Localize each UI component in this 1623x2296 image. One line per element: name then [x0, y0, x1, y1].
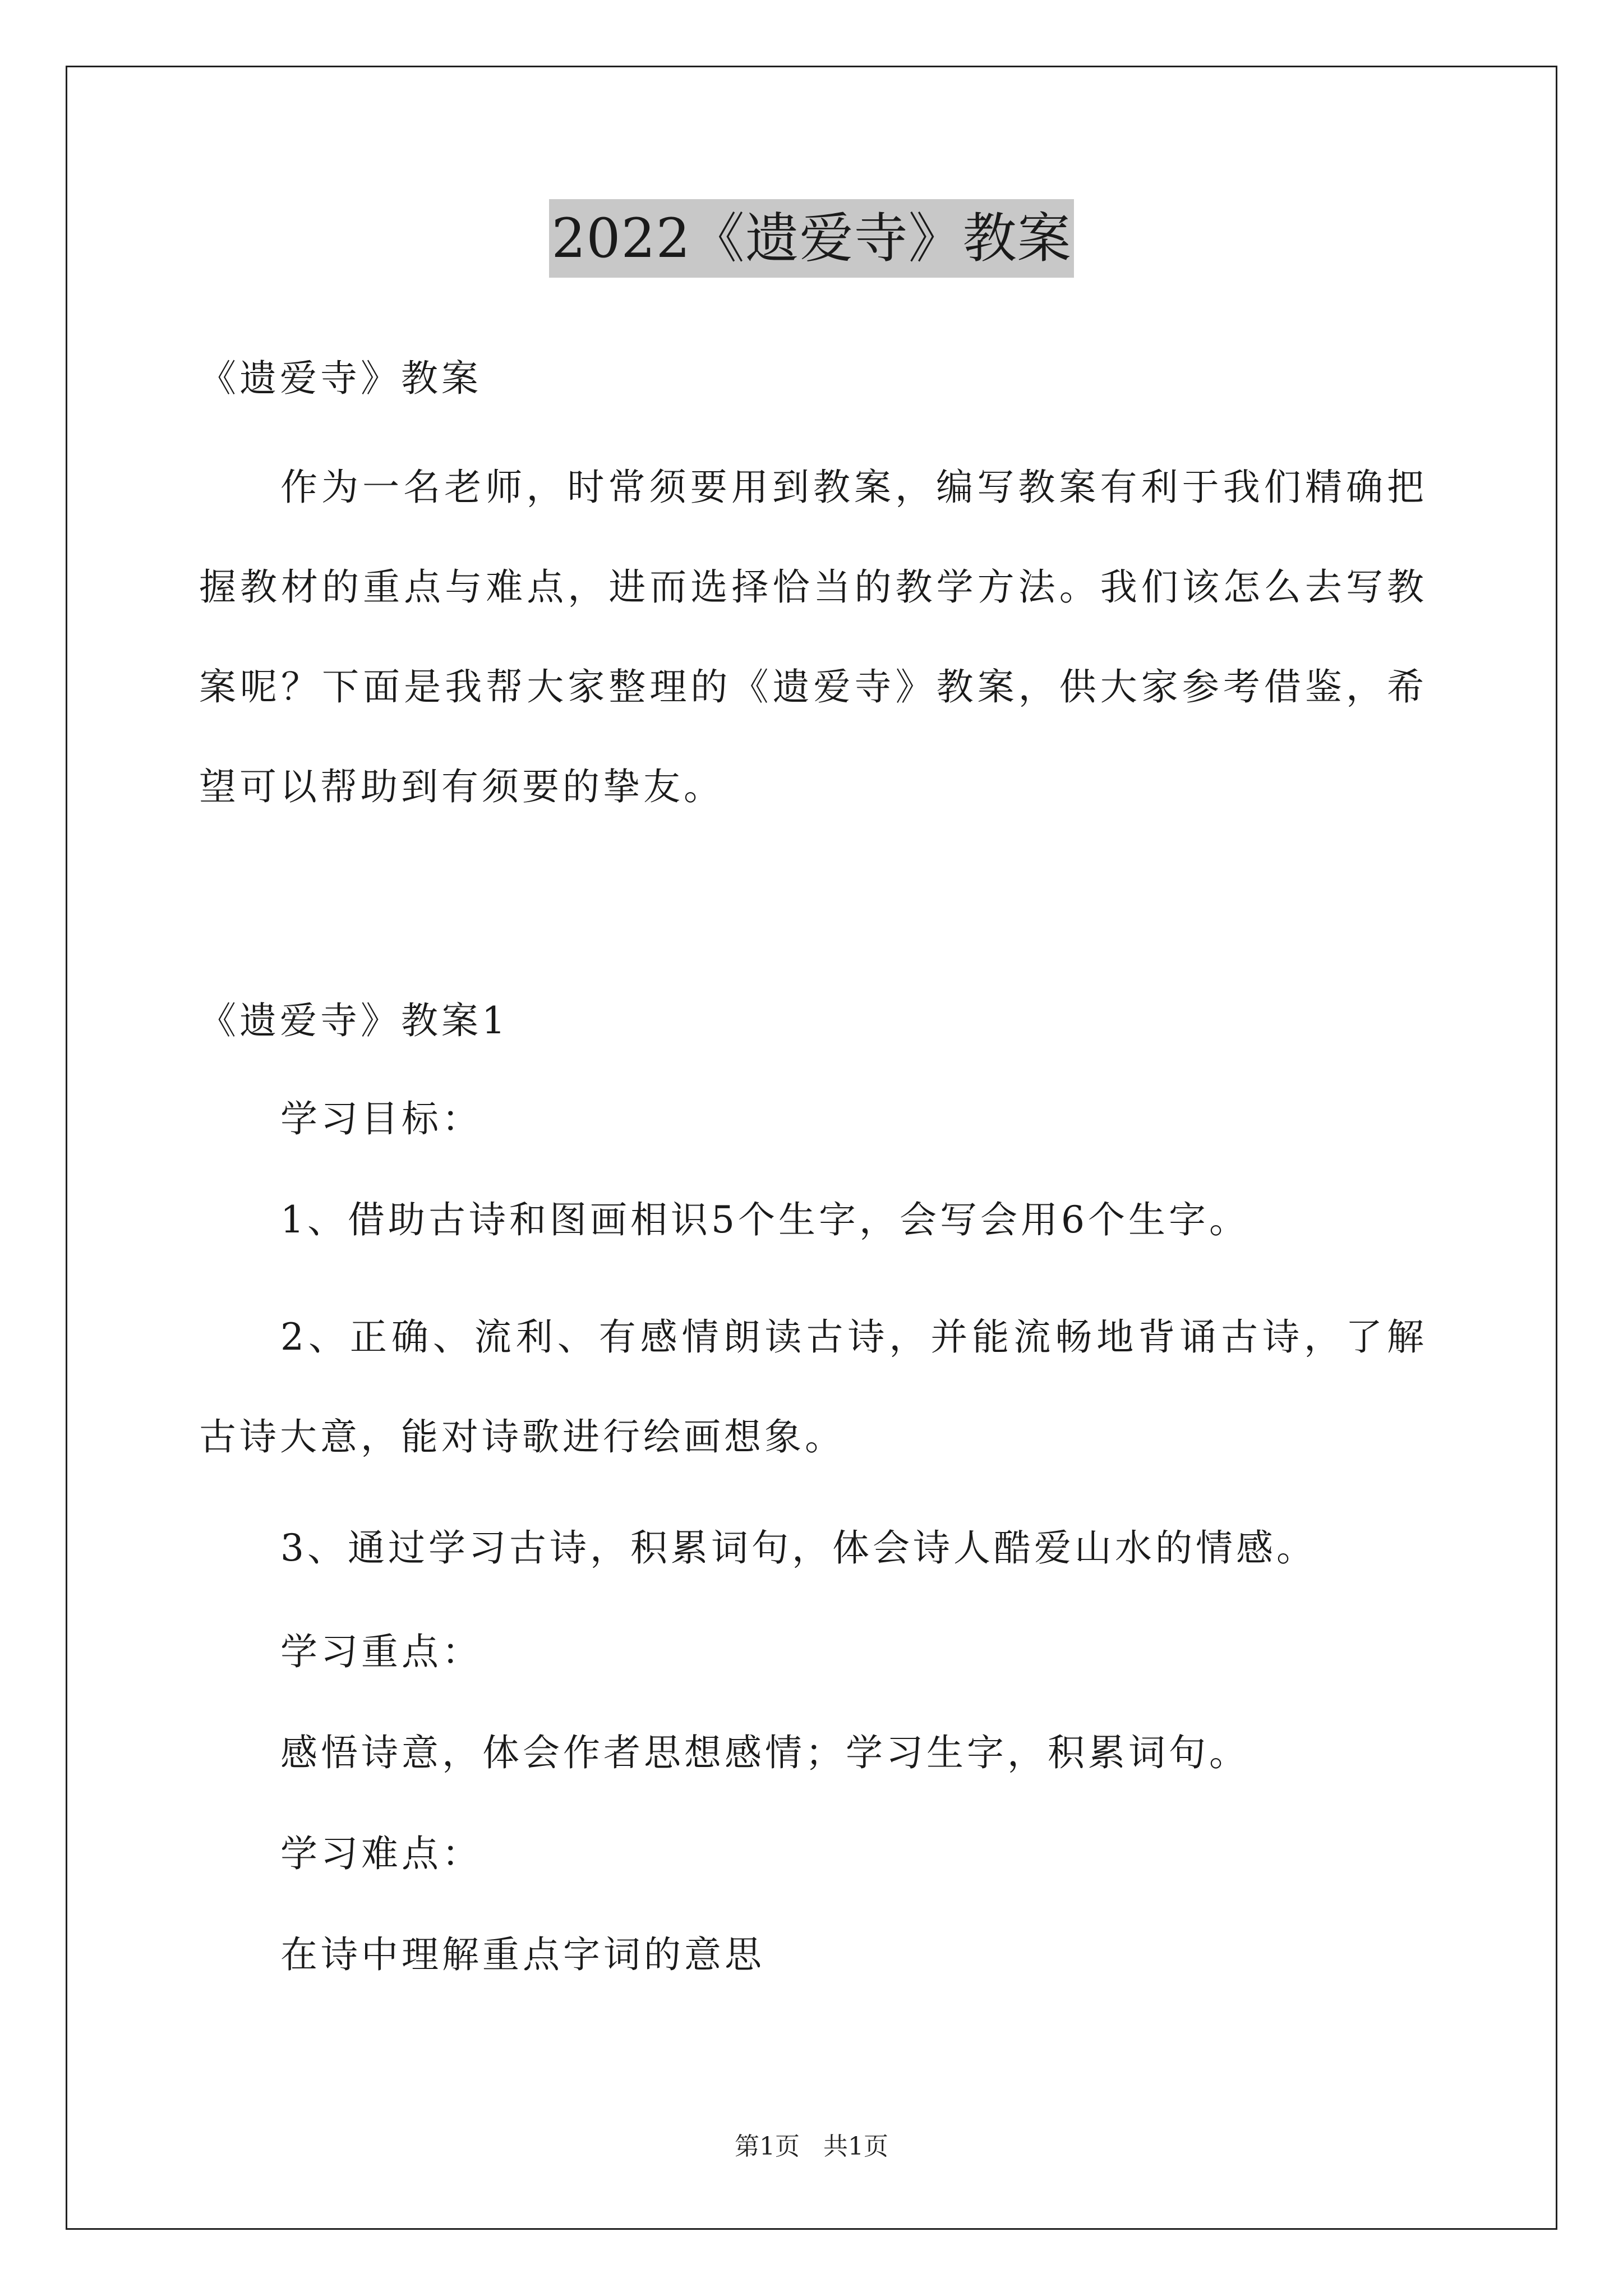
difficulty-label: 学习难点：: [280, 1832, 482, 1875]
intro-paragraph: 作为一名老师，时常须要用到教案，编写教案有利于我们精确把握教材的重点与难点，进而选择恰当的教学方法。我们该怎么去写教案呢？下面是我帮大家整理的《遗爱寺》教案，供大家参考借鉴，希望可以帮助到有须要的挚友。: [199, 466, 1427, 808]
page-current: 第1页: [735, 2132, 800, 2161]
key-text: 感悟诗意，体会作者思想感情；学习生字，积累词句。: [280, 1731, 1249, 1774]
goals-label: 学习目标：: [280, 1097, 482, 1140]
subtitle: 《遗爱寺》教案: [199, 357, 482, 400]
page-footer: [0, 2126, 1623, 2162]
section-heading: 《遗爱寺》教案1: [199, 999, 509, 1042]
difficulty-text: 在诗中理解重点字词的意思: [280, 1933, 765, 1976]
key-label: 学习重点：: [280, 1630, 482, 1673]
page-total: 共1页: [823, 2132, 888, 2161]
goal-2: 2、正确、流利、有感情朗读古诗，并能流畅地背诵古诗，了解古诗大意，能对诗歌进行绘画想象。: [199, 1315, 1427, 1458]
title-wrap: [0, 199, 1623, 278]
document-title: 2022《遗爱寺》教案: [549, 199, 1073, 278]
goal-3: 3、通过学习古诗，积累词句，体会诗人酷爱山水的情感。: [280, 1526, 1317, 1570]
goal-1: 1、借助古诗和图画相识5个生字，会写会用6个生字。: [280, 1198, 1249, 1241]
